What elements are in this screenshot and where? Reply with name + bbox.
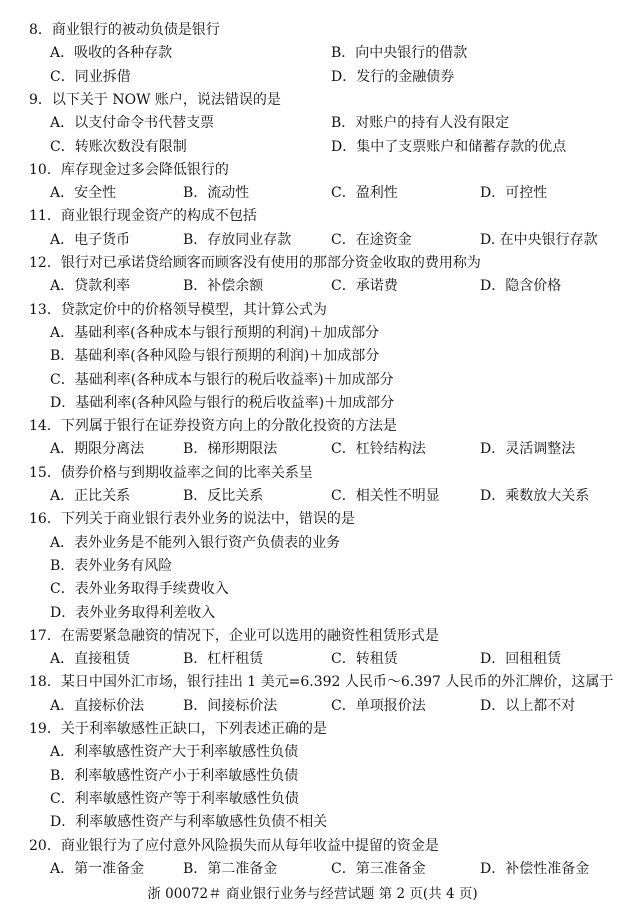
question-stem: 15．债券价格与到期收益率之间的比率关系呈 [29, 464, 313, 481]
question-stem: 16．下列关于商业银行表外业务的说法中，错误的是 [29, 511, 355, 528]
question-stem: 10．库存现金过多会降低银行的 [29, 161, 229, 178]
answer-option: A．第一准备金 [50, 860, 145, 877]
answer-option: D．乘数放大关系 [480, 488, 590, 504]
answer-option: B．间接标价法 [183, 697, 278, 714]
answer-option: A．基础利率(各种成本与银行预期的利润)＋加成部分 [50, 324, 380, 341]
answer-option: C．杠铃结构法 [331, 441, 426, 458]
answer-option: B．存放同业存款 [183, 231, 292, 248]
answer-option: B．流动性 [183, 185, 250, 202]
answer-option: C．承诺费 [331, 278, 398, 295]
answer-option: B．梯形期限法 [183, 441, 278, 458]
question-stem: 11．商业银行现金资产的构成不包括 [29, 208, 257, 225]
answer-option: C．转账次数没有限制 [50, 138, 187, 155]
answer-option: B．利率敏感性资产小于利率敏感性负债 [50, 767, 299, 784]
answer-option: D．回租租赁 [480, 651, 562, 668]
answer-option: B．第二准备金 [183, 860, 278, 877]
answer-option: D．补偿性准备金 [480, 860, 590, 877]
answer-option: C．利率敏感性资产等于利率敏感性负债 [50, 790, 299, 807]
question-stem: 19．关于利率敏感性正缺口，下列表述正确的是 [29, 721, 327, 737]
answer-option: A．以支付命令书代替支票 [50, 115, 215, 132]
answer-option: B．补偿余额 [183, 278, 264, 295]
answer-option: B．对账户的持有人没有限定 [331, 115, 510, 132]
answer-option: B．表外业务有风险 [50, 557, 173, 574]
answer-option: D．集中了支票账户和储蓄存款的优点 [331, 138, 567, 155]
answer-option: A．直接标价法 [50, 697, 145, 714]
answer-option: C．同业拆借 [50, 68, 131, 85]
answer-option: D．灵活调整法 [480, 441, 576, 458]
answer-option: A．正比关系 [50, 488, 131, 504]
answer-option: D．隐含价格 [480, 278, 562, 295]
question-stem: 20．商业银行为了应付意外风险损失而从每年收益中提留的资金是 [29, 837, 439, 854]
answer-option: A．期限分离法 [50, 441, 145, 458]
answer-option: D. 在中央银行存款 [480, 231, 598, 248]
answer-option: B．向中央银行的借款 [331, 45, 468, 62]
answer-option: A．吸收的各种存款 [50, 45, 173, 62]
answer-option: A．安全性 [50, 185, 117, 202]
answer-option: D．基础利率(各种风险与银行的税后收益率)＋加成部分 [50, 394, 395, 411]
answer-option: A．电子货币 [50, 231, 131, 248]
answer-option: A．表外业务是不能列入银行资产负债表的业务 [50, 534, 341, 551]
answer-option: C．盈利性 [331, 185, 398, 202]
answer-option: D．利率敏感性资产与利率敏感性负债不相关 [50, 814, 328, 831]
answer-option: A．贷款利率 [50, 278, 131, 295]
answer-option: C．单项报价法 [331, 697, 426, 714]
answer-option: B．反比关系 [183, 488, 264, 504]
answer-option: C．相关性不明显 [331, 488, 440, 504]
question-stem: 12．银行对已承诺贷给顾客而顾客没有使用的那部分资金收取的费用称为 [29, 255, 481, 271]
page-footer: 浙 00072＃ 商业银行业务与经营试题 第 2 页(共 4 页) [147, 886, 478, 902]
answer-option: C．基础利率(各种成本与银行的税后收益率)＋加成部分 [50, 371, 394, 388]
answer-option: C．转租赁 [331, 651, 398, 668]
answer-option: D．表外业务取得利差收入 [50, 604, 216, 621]
answer-option: C．表外业务取得手续费收入 [50, 581, 229, 598]
answer-option: A．直接租赁 [50, 651, 131, 668]
question-stem: 13．贷款定价中的价格领导模型，其计算公式为 [29, 301, 327, 318]
answer-option: B．基础利率(各种风险与银行预期的利润)＋加成部分 [50, 348, 380, 365]
answer-option: C．第三准备金 [331, 860, 426, 877]
question-stem: 9．以下关于 NOW 账户，说法错误的是 [29, 91, 281, 108]
answer-option: D．可控性 [480, 185, 548, 202]
question-stem: 8．商业银行的被动负债是银行 [29, 22, 220, 38]
answer-option: A．利率敏感性资产大于利率敏感性负债 [50, 744, 299, 761]
answer-option: B．杠杆租赁 [183, 651, 264, 668]
question-stem: 18．某日中国外汇市场，银行挂出 1 美元=6.392 人民币～6.397 人民币的外汇牌价，这属于 [29, 674, 614, 691]
question-stem: 17．在需要紧急融资的情况下，企业可以选用的融资性租赁形式是 [29, 627, 439, 644]
answer-option: D．发行的金融债券 [331, 68, 455, 85]
question-stem: 14．下列属于银行在证券投资方向上的分散化投资的方法是 [29, 418, 397, 435]
answer-option: C．在途资金 [331, 231, 412, 248]
answer-option: D．以上都不对 [480, 697, 576, 714]
